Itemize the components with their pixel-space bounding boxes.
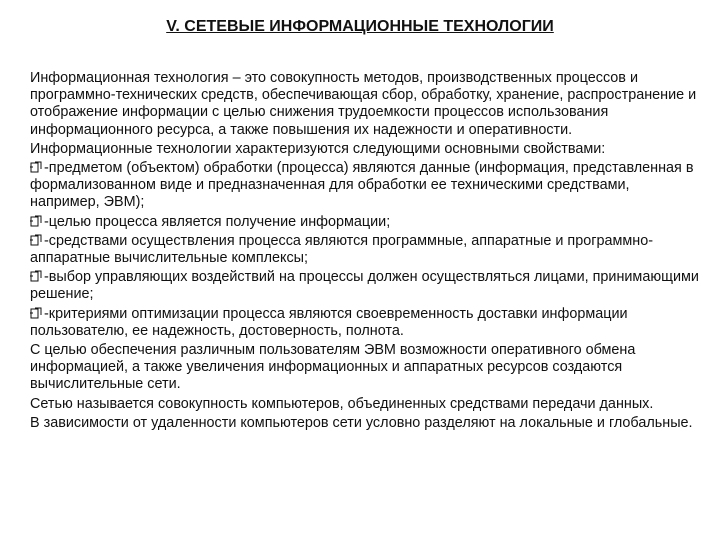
bullet-text: -целью процесса является получение информации; — [44, 213, 391, 230]
bullet-text: -предметом (объектом) обработки (процесса) являются данные (информация, представленная в формализованном виде и предназначенная для обработки ее техническими средствами, например, ЭВМ); — [30, 160, 694, 211]
network-types-paragraph: В зависимости от удаленности компьютеров сети условно разделяют на локальные и глобальные. — [30, 414, 693, 431]
list-bullet-icon — [30, 234, 43, 246]
bullet-item — [30, 269, 700, 303]
properties-intro: Информационные технологии характеризуются следующими основными свойствами: — [30, 140, 606, 157]
list-bullet-icon — [30, 215, 43, 227]
list-bullet-icon — [30, 270, 43, 282]
bullet-item — [30, 306, 700, 340]
bullet-text: -выбор управляющих воздействий на процессы должен осуществляться лицами, принимающими решение; — [30, 269, 699, 303]
list-bullet-icon — [30, 161, 43, 173]
content-body — [30, 70, 700, 434]
bullet-text: -критериями оптимизации процесса являются своевременность доставки информации пользователю, ее надежность, достоверность, полнота. — [30, 305, 628, 339]
bullet-item — [30, 214, 700, 231]
bullet-item — [30, 233, 700, 267]
bullet-item — [30, 160, 700, 212]
bullet-text: -средствами осуществления процесса являются программные, аппаратные и программно-аппаратные вычислительные комплексы; — [30, 232, 654, 267]
page-title: V. СЕТЕВЫЕ ИНФОРМАЦИОННЫЕ ТЕХНОЛОГИИ — [166, 18, 554, 35]
network-definition-paragraph: Сетью называется совокупность компьютеров, объединенных средствами передачи данных. — [30, 395, 654, 412]
network-purpose-paragraph: С целью обеспечения различным пользователям ЭВМ возможности оперативного обмена информацией, а также увеличения информационных и аппаратных ресурсов создаются вычислительные сети. — [30, 342, 636, 393]
list-bullet-icon — [30, 307, 43, 319]
intro-paragraph: Информационная технология – это совокупность методов, производственных процессов и программно-технических средств, обеспечивающая сбор, обработку, хранение, распространение и отображение информации с целью снижения трудоемкости процессов использования информационного ресурса, а также повышения их надежности и оперативности. — [30, 70, 697, 138]
